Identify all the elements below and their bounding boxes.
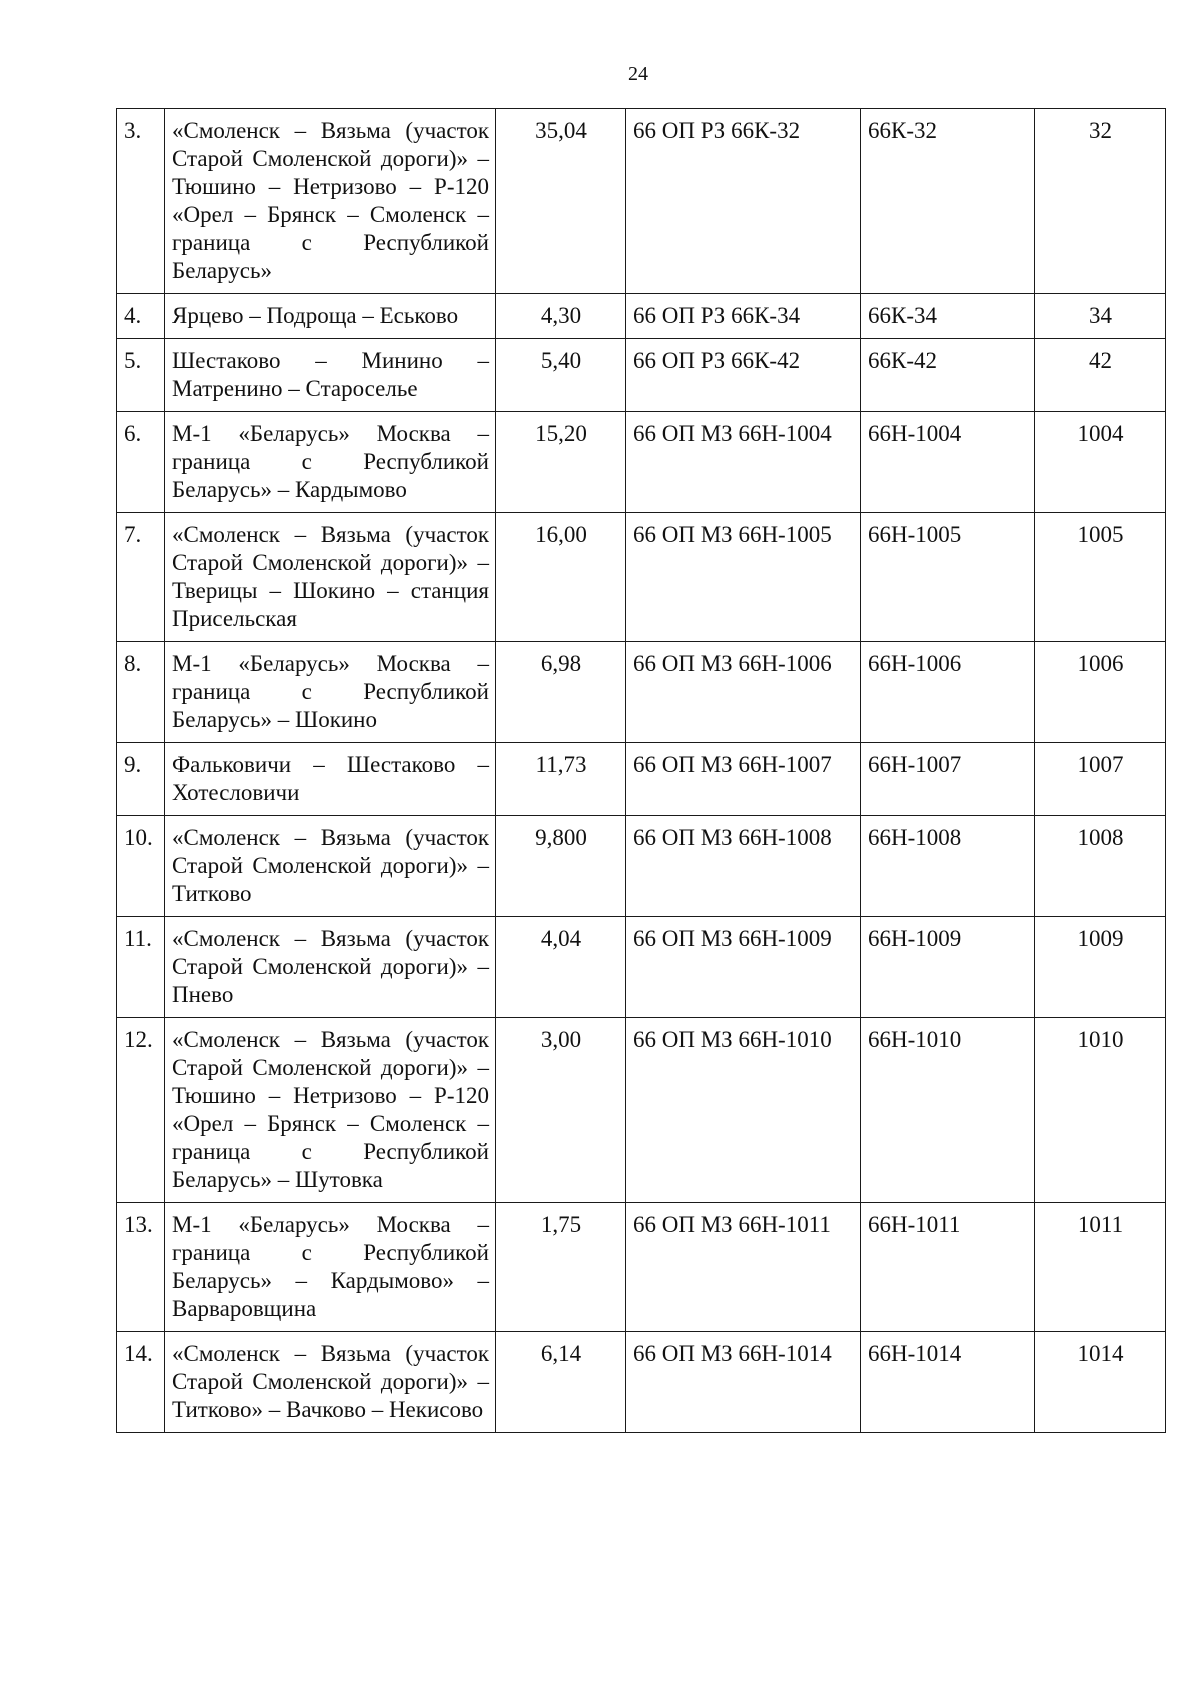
table-row (117, 816, 1166, 917)
registration-number: 66 ОП МЗ 66Н-1006 (626, 642, 861, 743)
road-length: 5,40 (496, 339, 626, 412)
road-name: М-1 «Беларусь» Москва – граница с Республикой Беларусь» – Кардымово (165, 412, 496, 513)
registration-number: 66 ОП МЗ 66Н-1009 (626, 917, 861, 1018)
road-name: «Смоленск – Вязьма (участок Старой Смоленской дороги)» – Титково (165, 816, 496, 917)
road-code: 66Н-1004 (861, 412, 1035, 513)
road-index: 34 (1035, 294, 1166, 339)
road-length: 1,75 (496, 1203, 626, 1332)
road-length: 9,800 (496, 816, 626, 917)
road-name: «Смоленск – Вязьма (участок Старой Смоленской дороги)» – Тюшино – Нетризово – Р-120 «Орел – Брянск – Смоленск – граница с Республикой Беларусь» (165, 109, 496, 294)
registration-number: 66 ОП МЗ 66Н-1007 (626, 743, 861, 816)
table-row (117, 743, 1166, 816)
road-index: 1009 (1035, 917, 1166, 1018)
row-number: 5. (117, 339, 165, 412)
road-index: 1005 (1035, 513, 1166, 642)
road-length: 11,73 (496, 743, 626, 816)
road-index: 1011 (1035, 1203, 1166, 1332)
road-name: Шестаково – Минино – Матренино – Староселье (165, 339, 496, 412)
row-number: 9. (117, 743, 165, 816)
registration-number: 66 ОП РЗ 66К-32 (626, 109, 861, 294)
row-number: 10. (117, 816, 165, 917)
road-index: 1006 (1035, 642, 1166, 743)
road-index: 1004 (1035, 412, 1166, 513)
road-name: М-1 «Беларусь» Москва – граница с Республикой Беларусь» – Шокино (165, 642, 496, 743)
road-index: 1007 (1035, 743, 1166, 816)
row-number: 14. (117, 1332, 165, 1433)
table-row (117, 109, 1166, 294)
road-code: 66Н-1011 (861, 1203, 1035, 1332)
road-name: «Смоленск – Вязьма (участок Старой Смоленской дороги)» – Тюшино – Нетризово – Р-120 «Орел – Брянск – Смоленск – граница с Республикой Беларусь» – Шутовка (165, 1018, 496, 1203)
road-code: 66Н-1008 (861, 816, 1035, 917)
road-name: М-1 «Беларусь» Москва – граница с Республикой Беларусь» – Кардымово» – Варваровщина (165, 1203, 496, 1332)
road-index: 1014 (1035, 1332, 1166, 1433)
road-index: 42 (1035, 339, 1166, 412)
road-code: 66Н-1014 (861, 1332, 1035, 1433)
road-code: 66Н-1005 (861, 513, 1035, 642)
road-name: Фальковичи – Шестаково – Хотесловичи (165, 743, 496, 816)
table-row (117, 513, 1166, 642)
road-name: «Смоленск – Вязьма (участок Старой Смоленской дороги)» – Тверицы – Шокино – станция Присельская (165, 513, 496, 642)
road-index: 1010 (1035, 1018, 1166, 1203)
road-code: 66К-42 (861, 339, 1035, 412)
row-number: 7. (117, 513, 165, 642)
row-number: 11. (117, 917, 165, 1018)
road-length: 6,98 (496, 642, 626, 743)
registration-number: 66 ОП МЗ 66Н-1004 (626, 412, 861, 513)
page-number: 24 (628, 63, 648, 85)
roads-table-body (117, 109, 1166, 1433)
road-code: 66К-32 (861, 109, 1035, 294)
road-length: 15,20 (496, 412, 626, 513)
registration-number: 66 ОП МЗ 66Н-1011 (626, 1203, 861, 1332)
road-length: 6,14 (496, 1332, 626, 1433)
registration-number: 66 ОП МЗ 66Н-1014 (626, 1332, 861, 1433)
registration-number: 66 ОП РЗ 66К-42 (626, 339, 861, 412)
road-index: 1008 (1035, 816, 1166, 917)
road-length: 35,04 (496, 109, 626, 294)
table-row (117, 917, 1166, 1018)
road-code: 66К-34 (861, 294, 1035, 339)
table-row (117, 294, 1166, 339)
road-index: 32 (1035, 109, 1166, 294)
road-name: «Смоленск – Вязьма (участок Старой Смоленской дороги)» – Пнево (165, 917, 496, 1018)
row-number: 4. (117, 294, 165, 339)
row-number: 8. (117, 642, 165, 743)
road-code: 66Н-1009 (861, 917, 1035, 1018)
table-row (117, 642, 1166, 743)
row-number: 12. (117, 1018, 165, 1203)
registration-number: 66 ОП МЗ 66Н-1008 (626, 816, 861, 917)
road-length: 4,04 (496, 917, 626, 1018)
road-length: 4,30 (496, 294, 626, 339)
table-row (117, 412, 1166, 513)
table-row (117, 1332, 1166, 1433)
table-row (117, 1203, 1166, 1332)
row-number: 13. (117, 1203, 165, 1332)
road-length: 3,00 (496, 1018, 626, 1203)
road-code: 66Н-1010 (861, 1018, 1035, 1203)
registration-number: 66 ОП МЗ 66Н-1005 (626, 513, 861, 642)
road-code: 66Н-1006 (861, 642, 1035, 743)
table-row (117, 1018, 1166, 1203)
row-number: 3. (117, 109, 165, 294)
road-length: 16,00 (496, 513, 626, 642)
registration-number: 66 ОП РЗ 66К-34 (626, 294, 861, 339)
road-code: 66Н-1007 (861, 743, 1035, 816)
table-row (117, 339, 1166, 412)
road-name: «Смоленск – Вязьма (участок Старой Смоленской дороги)» – Титково» – Вачково – Некисово (165, 1332, 496, 1433)
roads-table (116, 108, 1166, 1433)
registration-number: 66 ОП МЗ 66Н-1010 (626, 1018, 861, 1203)
road-name: Ярцево – Подроща – Еськово (165, 294, 496, 339)
row-number: 6. (117, 412, 165, 513)
